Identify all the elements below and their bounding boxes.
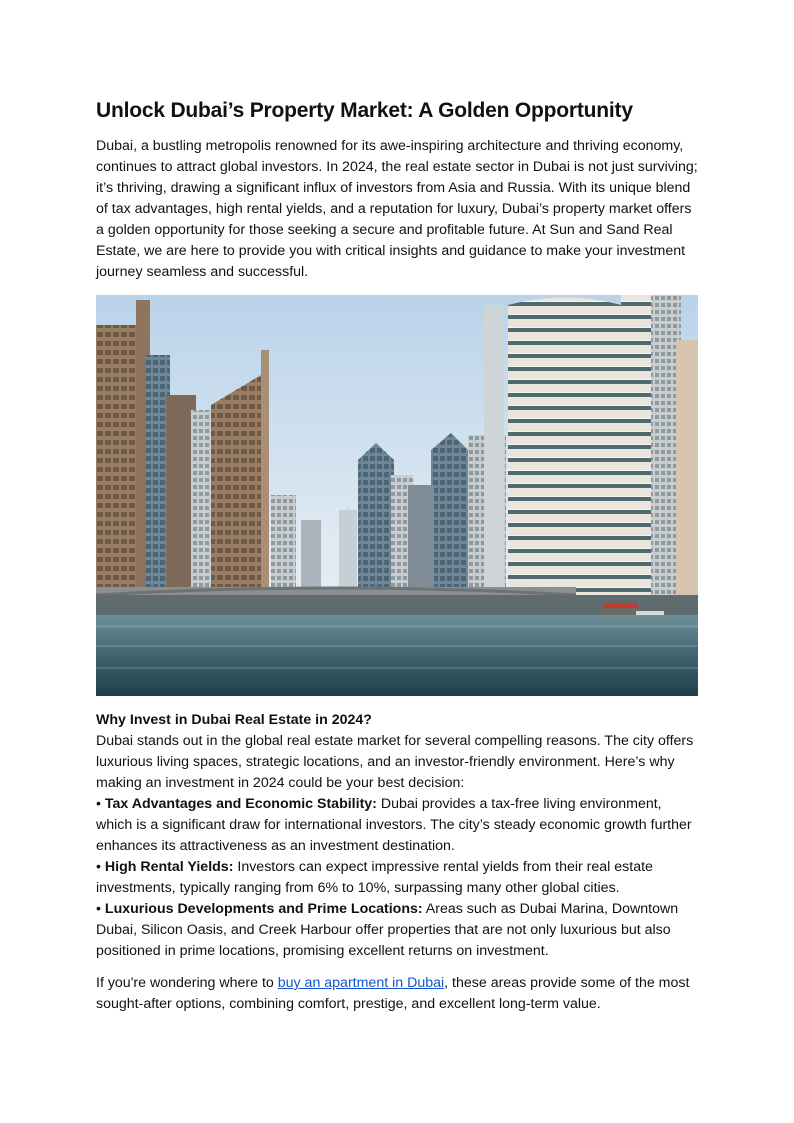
bullet-luxury-developments	[96, 899, 700, 962]
closing-paragraph	[96, 973, 700, 1015]
bullet-rental-yields	[96, 857, 700, 899]
closing-text-after: , these areas provide some of the most sought-after options, combining comfort, prestige, and excellent long-term value.	[96, 975, 690, 1012]
bullet-label: High Rental Yields:	[104, 859, 234, 875]
center-tower	[408, 485, 434, 595]
marina-residential-tower	[508, 298, 621, 596]
bullet-text: Investors can expect impressive rental yields from their real estate investments, typically ranging from 6% to 10%, surpassing many other global cities.	[96, 859, 653, 896]
bullet-marker: •	[96, 901, 101, 917]
right-tower	[621, 295, 655, 595]
distant-tower	[301, 520, 321, 590]
skyline-illustration	[96, 295, 698, 696]
bullet-tax-advantages	[96, 794, 700, 857]
bullet-label: Tax Advantages and Economic Stability:	[104, 796, 377, 812]
bullet-text: Dubai provides a tax-free living environment, which is a significant draw for international investors. The city’s steady economic growth further enhances its attractiveness as an investment destination.	[96, 796, 692, 854]
dubai-marina-photo	[96, 295, 698, 696]
article-title: Unlock Dubai’s Property Market: A Golden Opportunity	[96, 99, 633, 122]
curved-tower	[211, 375, 268, 595]
bullet-marker: •	[96, 859, 101, 875]
section-heading: Why Invest in Dubai Real Estate in 2024?	[96, 712, 372, 728]
bullet-marker: •	[96, 796, 101, 812]
right-tower	[676, 340, 698, 595]
center-tower	[431, 433, 468, 595]
right-back-tower	[484, 305, 504, 595]
closing-text-before: If you're wondering where to	[96, 975, 278, 991]
buy-apartment-link[interactable]: buy an apartment in Dubai	[277, 975, 445, 991]
mid-tower	[271, 495, 296, 595]
section-intro: Dubai stands out in the global real estate market for several compelling reasons. The city offers luxurious living spaces, strategic locations, and an investor-friendly environment. Here’s why making an investment in 2024 could be your best decision:	[96, 733, 694, 791]
bullet-label: Luxurious Developments and Prime Locations:	[104, 901, 423, 917]
intro-paragraph: Dubai, a bustling metropolis renowned for its awe-inspiring architecture and thriving economy, continues to attract global investors. In 2024, the real estate sector in Dubai is not just surviving; it’s thriving, drawing a significant influx of investors from Asia and Russia. With its unique blend of tax advantages, high rental yields, and a reputation for luxury, Dubai’s property market offers a golden opportunity for those seeking a secure and profitable future. At Sun and Sand Real Estate, we are here to provide you with critical insights and guidance to make your investment journey seamless and successful.	[96, 138, 698, 280]
center-tower	[358, 443, 394, 595]
article	[96, 98, 700, 1015]
grey-tower	[191, 410, 213, 595]
bullet-text: Areas such as Dubai Marina, Downtown Dubai, Silicon Oasis, and Creek Harbour offer properties that are not only luxurious but also positioned in prime locations, promising excellent returns on investment.	[96, 901, 679, 959]
